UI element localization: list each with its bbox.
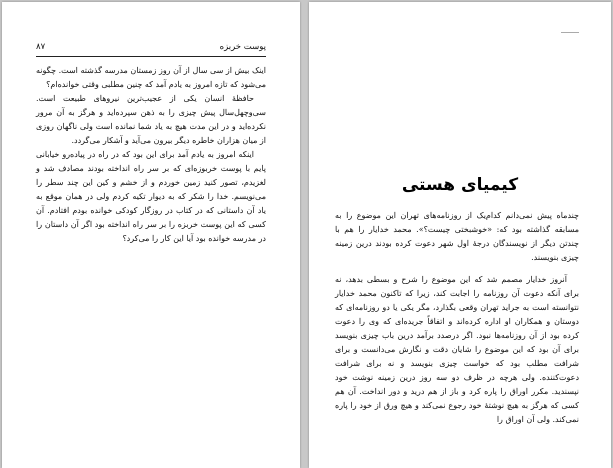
right-page (309, 2, 611, 468)
running-title: پوست خربزه (219, 42, 266, 52)
chapter-title: کیمیای هستی (401, 175, 519, 195)
paragraph: آنروز خدایار مصمم شد که این موضوع را شرح و بسطی بدهد، نه برای آنکه دعوت آن روزنامه را اجابت کند، زیرا که تاکنون محمد خدایار نتوانسته است به جراید تهران وقعی بگذارد، مگر یکی یا دو روزنامه‌ای که دوستان و همکاران او اداره کرده‌اند و اتفاقاً جریده‌ای که وی را دعوت کرده بود از آن روزنامه‌ها نبود. اگر درصدد برآمد درین باب چیزی بنویسد برای آن بود که این موضوع را شایان دقت و نگارش می‌دانست و برای شرافت مطلب بود که خواست چیزی بنویسد و نه برای شرافت دعوت‌کننده. ولی هرچه در ظرف دو سه روز درین زمینه نوشت خود نپسندید. مکرر اوراق را پاره کرد و باز از هم درید و دور انداخت. آن هم کسی که هرگز به هیچ نوشتهٔ خود رجوع نمی‌کند و هیچ ورق از خود را پاره نمی‌کند. ولی آن اوراق را (335, 275, 579, 424)
paragraph: اینک بیش از سی سال از آن روز زمستان مدرسه گذشته است. چگونه می‌شود که تازه امروز به یادم آمد که چنین مطلبی وقتی خوانده‌ام؟ (36, 66, 266, 89)
left-body-text (36, 64, 266, 246)
paragraph: اینکه امروز به یادم آمد برای این بود که در راه در پیاده‌رو خیابانی پایم با پوست خربوزه‌ای که بر سر راه انداخته بودند مصادف شد و لغزیدم، تصور کنید زمین خوردم و از خشم و کین این چند سطر را می‌نویسم. خدا را شکر که به دیوار تکیه کردم ولی در همان موقع به یاد آن داستانی که در کتاب در روزگار کودکی خوانده بودم افتادم. آن کسی که این پوست خربزه را بر سر راه انداخته بود اگر آن داستان را در مدرسه خوانده بود آیا این کار را می‌کرد؟ (36, 150, 266, 243)
page-number: ۸۷ (36, 42, 46, 52)
left-page (2, 2, 300, 468)
paragraph: حافظهٔ انسان یکی از عجیب‌ترین نیروهای طبیعت است. سی‌وچهل‌سال پیش چیزی را به ذهن سپرده‌اید و هرگز به آن مرور نکرده‌اید و در این مدت هیچ به یاد شما نمانده است ولی ناگهان روزی از میان هزاران خاطره دیگر بیرون می‌آید و آشکار می‌گردد. (36, 94, 266, 145)
right-body-text (335, 209, 579, 427)
page-header (36, 42, 266, 57)
top-rule (561, 32, 579, 33)
paragraph: چندماه پیش نمی‌دانم کدام‌یک از روزنامه‌های تهران این موضوع را به مسابقه گذاشته بود که: «خوشبختی چیست؟». محمد خدایار را هم با چندتن دیگر از نویسندگان درجهٔ اول شهر دعوت کرده بودند درین زمینه چیزی بنویسند. (335, 211, 579, 262)
